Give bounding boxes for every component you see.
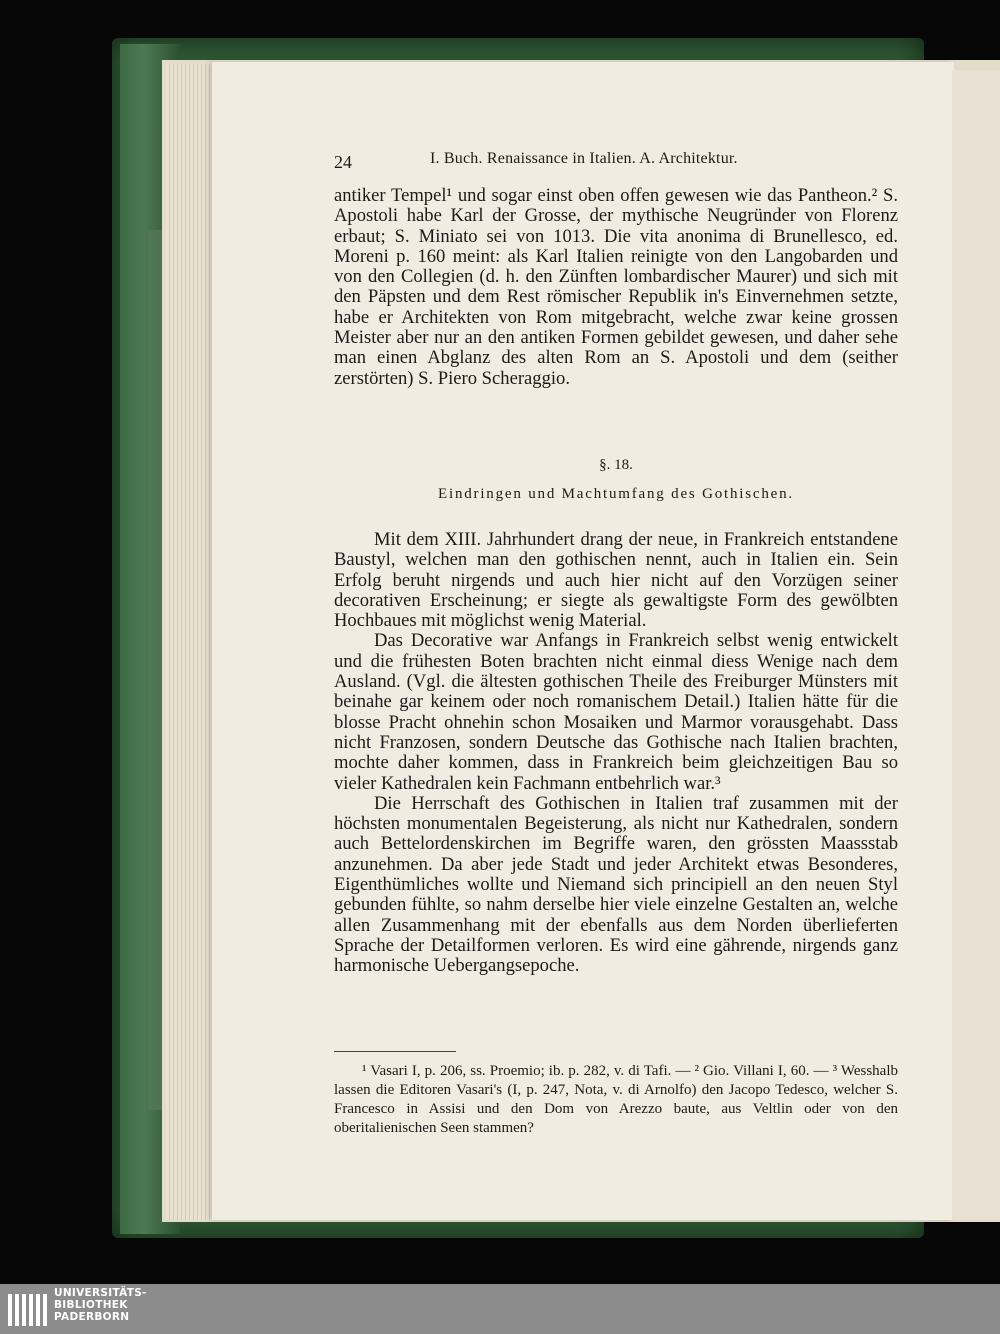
logo-line-1: UNIVERSITÄTS-: [54, 1287, 147, 1299]
continued-paragraph: antiker Tempel¹ und sogar einst oben offen gewesen wie das Pantheon.² S. Apostoli habe Karl der Grosse, der mythische Neugründer von Florenz erbaut; S. Miniato sei von 1013. Die vita anonima di Brunellesco, ed. Moreni p. 160 meint: als Karl Italien reinigte von den Langobarden und von den Collegien (d. h. den Zünften lombardischer Maurer) und sich mit den Päpsten und dem Rest römischer Republik in's Einvernehmen setzte, habe er Architekten von Rom mitgebracht, welche zwar keine grossen Meister aber nur an den antiken Formen gebildet gewesen, und daher sehe man einen Abglanz des alten Rom an S. Apostoli und dem (seither zerstörten) S. Piero Scheraggio.: [334, 185, 898, 389]
section-body: [334, 530, 898, 977]
paragraph-2: Das Decorative war Anfangs in Frankreich selbst wenig entwickelt und die frühesten Boten brachten nicht einmal diess Wenige nach dem Ausland. (Vgl. die ältesten gothischen Theile des Freiburger Münsters mit beinahe gar keinem oder noch romanischem Detail.) Italien hätte für die blosse Pracht ohnehin schon Mosaiken und Marmor vorausgehabt. Dass nicht Franzosen, sondern Deutsche das Gothische nach Italien brachten, mochte daher kommen, dass in Frankreich beim gleichzeitigen Bau so vieler Kathedralen kein Fachmann entbehrlich war.³: [334, 630, 898, 794]
logo-line-3: PADERBORN: [54, 1311, 130, 1323]
logo-line-2: BIBLIOTHEK: [54, 1299, 128, 1311]
section-number: §. 18.: [599, 457, 633, 473]
running-title: I. Buch. Renaissance in Italien. A. Architektur.: [430, 150, 738, 167]
next-page-edge: [952, 70, 1000, 1220]
body-text-top: [334, 186, 898, 389]
library-logo-icon: [6, 1290, 48, 1330]
footnotes: [334, 1062, 898, 1138]
paragraph-3: Die Herrschaft des Gothischen in Italien traf zusammen mit der höchsten monumentalen Begeisterung, als nicht nur Kathedralen, sondern auch Bettelordenskirchen im Begriffe waren, den grössten Maassstab anzunehmen. Da aber jede Stadt und jeder Architekt etwas Besonderes, Eigenthümliches wollte und Niemand sich principiell an den neuen Styl gebunden fühlte, so nahm derselbe hier viele einzelne Gestalten an, welche allen Zusammenhang mit der ebenfalls aus dem Norden überlieferten Sprache der Detailformen verloren. Es wird eine gährende, nirgends ganz harmonische Uebergangsepoche.: [334, 792, 898, 977]
footnote-text: ¹ Vasari I, p. 206, ss. Proemio; ib. p. 282, v. di Tafi. — ² Gio. Villani I, 60. — ³ Wesshalb lassen die Editoren Vasari's (I, p. 247, Nota, v. di Arnolfo) den Jacopo Tedesco, welcher S. Francesco in Assisi und den Dom von Arezzo baute, aus Veltlin oder von den oberitalienischen Seen stammen?: [334, 1063, 898, 1136]
page-edges: [166, 64, 218, 1220]
library-logo-text: [54, 1287, 147, 1323]
page-number: 24: [334, 152, 352, 172]
paragraph-1: Mit dem XIII. Jahrhundert drang der neue, in Frankreich entstandene Baustyl, welchen man den gothischen nennt, auch in Italien ein. Sein Erfolg beruht nirgends und auch hier nicht auf den Vorzügen seiner decorativen Erscheinung; er siegte als gewaltigste Form des gewölbten Hochbaues mit möglichst wenig Material.: [334, 529, 898, 632]
footnote-rule: [334, 1051, 456, 1052]
section-title: Eindringen und Machtumfang des Gothischen.: [438, 486, 794, 502]
library-footer-bar: [0, 1284, 1000, 1334]
